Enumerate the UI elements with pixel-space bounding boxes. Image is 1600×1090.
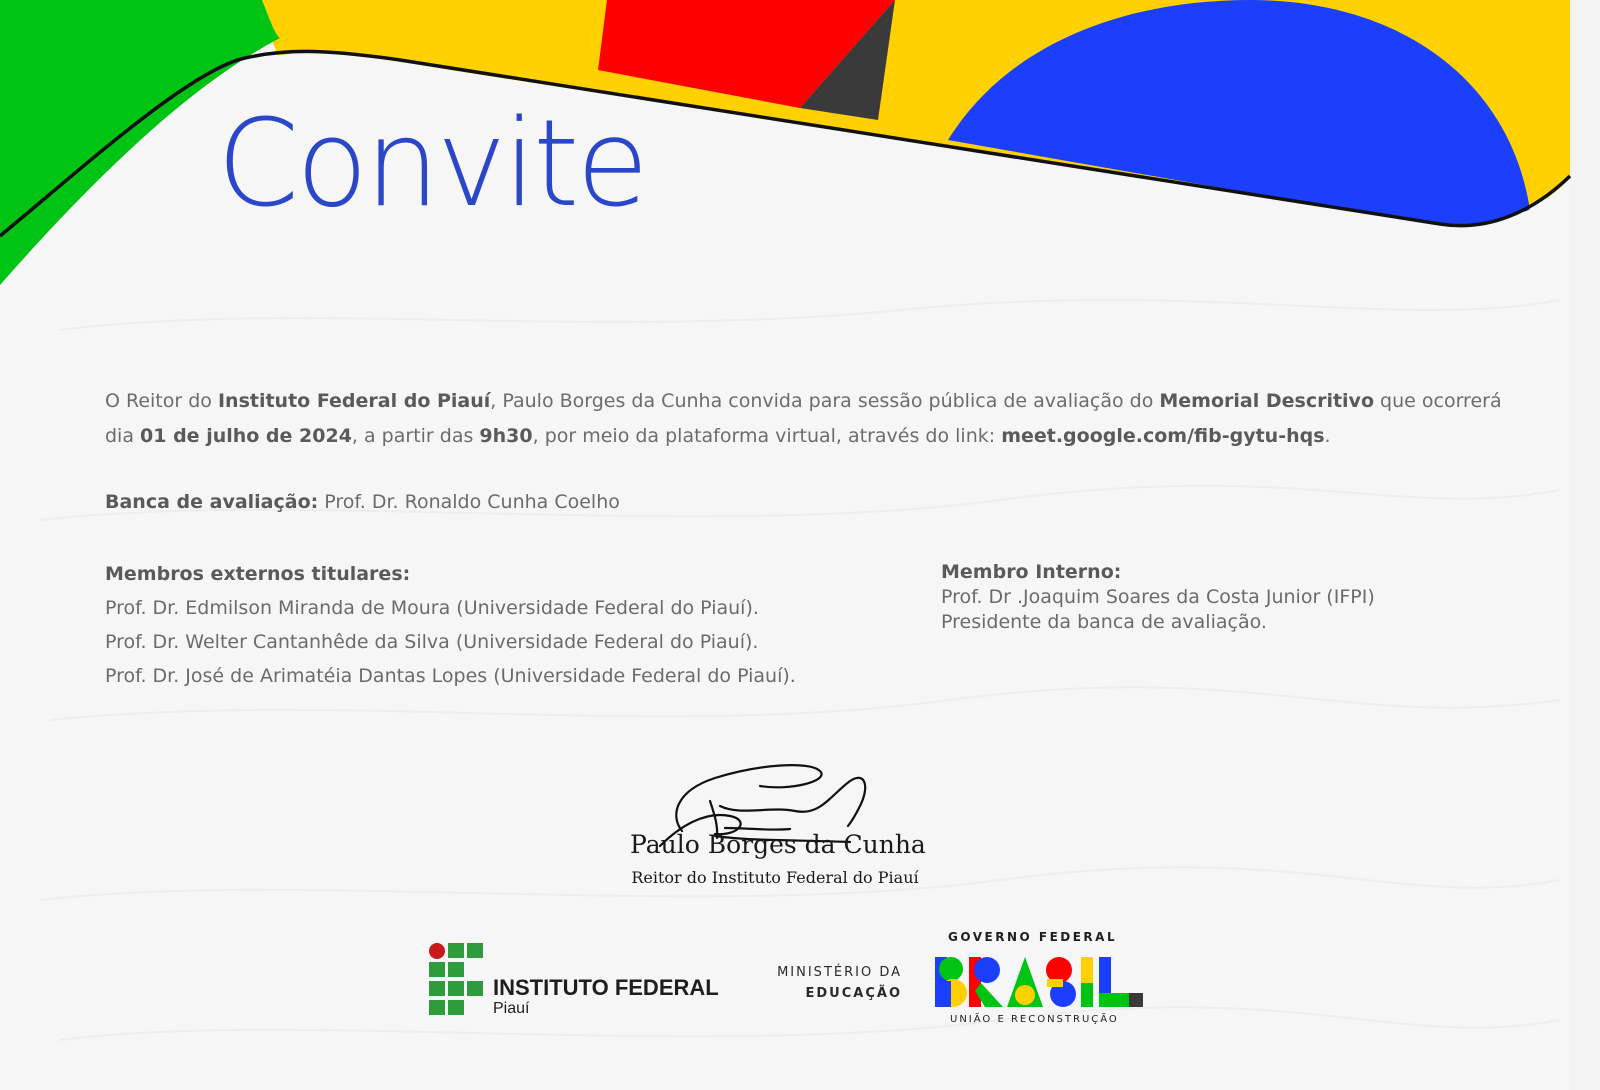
internal-member	[941, 560, 1375, 635]
invitation-text-2: , Paulo Borges da Cunha convida para sessão pública de avaliação do	[490, 390, 1160, 412]
ministry-line1: MINISTÉRIO DA	[777, 965, 902, 980]
gov-bottom-label: UNIÃO E RECONSTRUÇÃO	[950, 1014, 1119, 1025]
banca-label: Banca de avaliação:	[105, 491, 319, 513]
meeting-link[interactable]: meet.google.com/fib-gytu-hqs	[1001, 425, 1325, 447]
internal-member-role: Presidente da banca de avaliação.	[941, 611, 1267, 633]
page-title: Convite	[217, 95, 646, 234]
gov-top-label: GOVERNO FEDERAL	[948, 930, 1118, 944]
gov-brand-word	[935, 953, 1145, 1009]
invitation-text-3: que ocorrerá dia	[105, 390, 1502, 447]
event-date: 01 de julho de 2024	[140, 425, 352, 447]
event-time: 9h30	[479, 425, 533, 447]
banca-line	[105, 487, 620, 517]
if-state: Piauí	[493, 1000, 530, 1017]
invitation-text-6: .	[1324, 425, 1331, 447]
invitation-paragraph	[105, 384, 1525, 454]
banca-value: Prof. Dr. Ronaldo Cunha Coelho	[318, 491, 620, 513]
instituto-federal-logo-icon	[428, 942, 488, 1016]
invitation-text-4: , a partir das	[351, 425, 480, 447]
institution-name: Instituto Federal do Piauí	[217, 390, 491, 412]
internal-member-heading: Membro Interno:	[941, 561, 1122, 583]
work-title: Memorial Descritivo	[1159, 390, 1374, 412]
external-member: Prof. Dr. Edmilson Miranda de Moura (Universidade Federal do Piauí).	[105, 597, 759, 619]
external-member: Prof. Dr. José de Arimatéia Dantas Lopes (Universidade Federal do Piauí).	[105, 665, 796, 687]
if-name: INSTITUTO FEDERAL	[493, 975, 719, 1000]
internal-member-name: Prof. Dr .Joaquim Soares da Costa Junior (IFPI)	[941, 586, 1375, 608]
ministry-logo	[740, 962, 902, 1004]
signer-role: Reitor do Instituto Federal do Piauí	[631, 868, 919, 887]
ministry-line2: EDUCAÇÃO	[805, 986, 902, 1001]
invitation-text-5: , por meio da plataforma virtual, através do link:	[532, 425, 1002, 447]
external-members-heading: Membros externos titulares:	[105, 563, 411, 585]
signer-name: Paulo Borges da Cunha	[630, 830, 926, 859]
invitation-text-1: O Reitor do	[105, 390, 218, 412]
external-member: Prof. Dr. Welter Cantanhêde da Silva (Universidade Federal do Piauí).	[105, 631, 759, 653]
external-members	[105, 557, 796, 693]
